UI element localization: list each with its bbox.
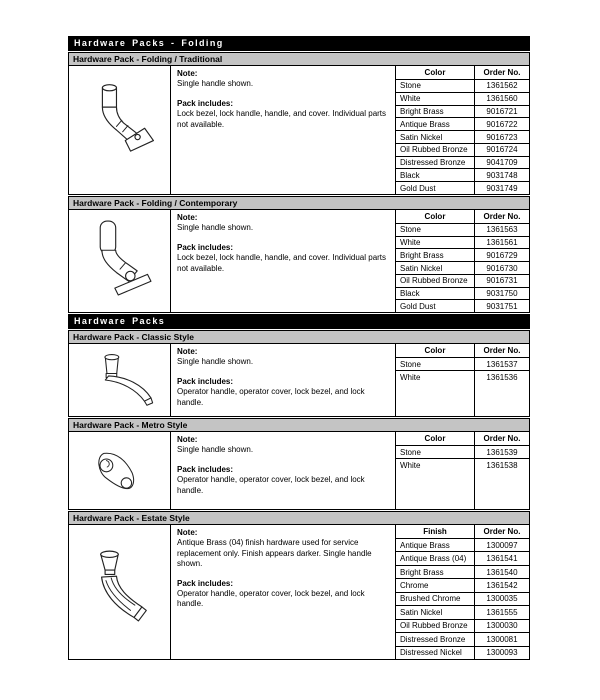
table-row bbox=[396, 566, 529, 579]
order-column-header: Order No. bbox=[474, 525, 529, 538]
color-cell: Stone bbox=[400, 81, 421, 91]
color-column-header: Color bbox=[424, 434, 446, 443]
table-row bbox=[396, 606, 529, 619]
order-cell: 1361561 bbox=[474, 237, 529, 249]
table-row bbox=[396, 593, 529, 606]
pack-includes-text: Operator handle, operator cover, lock bezel, and lock handle. bbox=[177, 588, 365, 609]
table-header-row bbox=[396, 210, 529, 224]
order-cell: 1300097 bbox=[474, 539, 529, 551]
table-row bbox=[396, 157, 529, 170]
table-row bbox=[396, 371, 529, 384]
order-cell: 1361560 bbox=[474, 93, 529, 105]
note-text: Single handle shown. bbox=[177, 223, 254, 233]
table-row bbox=[396, 539, 529, 552]
color-cell: Stone bbox=[400, 447, 421, 457]
handle-drawing-icon bbox=[80, 439, 160, 503]
table-row bbox=[396, 579, 529, 592]
order-cell: 9016721 bbox=[474, 106, 529, 118]
table-row bbox=[396, 446, 529, 459]
finish-column-header: Finish bbox=[423, 527, 447, 536]
note-cell bbox=[171, 432, 396, 509]
table-row bbox=[396, 552, 529, 565]
note-cell bbox=[171, 210, 396, 312]
section-folding-traditional bbox=[68, 52, 530, 195]
table-row bbox=[396, 237, 529, 250]
color-cell: Gold Dust bbox=[400, 301, 436, 311]
table-row bbox=[396, 93, 529, 106]
color-cell: Oil Rubbed Bronze bbox=[400, 145, 468, 155]
section-title: Hardware Pack - Folding / Traditional bbox=[69, 53, 529, 66]
order-cell: 1300030 bbox=[474, 620, 529, 632]
table-header-row bbox=[396, 66, 529, 80]
order-cell: 9016729 bbox=[474, 249, 529, 261]
content-sheet bbox=[68, 36, 530, 661]
handle-drawing-icon bbox=[77, 215, 163, 307]
section-title: Hardware Pack - Classic Style bbox=[69, 331, 529, 344]
order-cell: 1361536 bbox=[474, 371, 529, 384]
order-cell: 9016731 bbox=[474, 275, 529, 287]
color-cell: White bbox=[400, 94, 421, 104]
table-row bbox=[396, 182, 529, 194]
order-cell: 1361563 bbox=[474, 224, 529, 236]
order-cell: 9031748 bbox=[474, 169, 529, 181]
pack-includes-label: Pack includes: bbox=[177, 242, 234, 252]
order-cell: 1361540 bbox=[474, 566, 529, 578]
note-text: Single handle shown. bbox=[177, 445, 254, 455]
color-cell: Satin Nickel bbox=[400, 263, 443, 273]
group-header-folding: Hardware Packs - Folding bbox=[68, 36, 530, 51]
order-cell: 9031750 bbox=[474, 288, 529, 300]
finish-cell: Bright Brass bbox=[400, 567, 444, 577]
table-row bbox=[396, 144, 529, 157]
table-row bbox=[396, 288, 529, 301]
section-body bbox=[69, 344, 529, 416]
pack-includes-label: Pack includes: bbox=[177, 578, 234, 588]
table-body bbox=[396, 224, 529, 312]
table-header-row bbox=[396, 432, 529, 446]
table-header-row bbox=[396, 344, 529, 358]
order-cell: 1300093 bbox=[474, 647, 529, 659]
table-empty-space bbox=[396, 472, 529, 509]
color-cell: Bright Brass bbox=[400, 250, 444, 260]
table-row bbox=[396, 358, 529, 371]
order-cell: 9016724 bbox=[474, 144, 529, 156]
order-table bbox=[396, 66, 529, 194]
section-title: Hardware Pack - Metro Style bbox=[69, 419, 529, 432]
color-cell: Distressed Bronze bbox=[400, 158, 466, 168]
table-body bbox=[396, 358, 529, 384]
color-column-header: Color bbox=[424, 68, 446, 77]
color-cell: Oil Rubbed Bronze bbox=[400, 276, 468, 286]
table-header-row bbox=[396, 525, 529, 539]
finish-cell: Antique Brass bbox=[400, 540, 450, 550]
note-label: Note: bbox=[177, 435, 198, 444]
color-cell: Stone bbox=[400, 359, 421, 369]
order-cell: 9016722 bbox=[474, 118, 529, 130]
color-cell: Antique Brass bbox=[400, 119, 450, 129]
table-row bbox=[396, 80, 529, 93]
order-column-header: Order No. bbox=[474, 344, 529, 357]
handle-drawing-icon bbox=[79, 349, 161, 411]
folding-traditional-handle-illustration bbox=[69, 66, 171, 194]
metro-style-handle-illustration bbox=[69, 432, 171, 509]
color-cell: White bbox=[400, 373, 421, 382]
order-cell: 1361562 bbox=[474, 80, 529, 92]
order-cell: 9016723 bbox=[474, 131, 529, 143]
pack-includes-label: Pack includes: bbox=[177, 98, 234, 108]
classic-style-handle-illustration bbox=[69, 344, 171, 416]
order-cell: 1361537 bbox=[474, 358, 529, 370]
section-estate-style bbox=[68, 511, 530, 660]
table-row bbox=[396, 275, 529, 288]
finish-cell: Brushed Chrome bbox=[400, 594, 461, 604]
table-row bbox=[396, 106, 529, 119]
section-title: Hardware Pack - Estate Style bbox=[69, 512, 529, 525]
note-cell bbox=[171, 66, 396, 194]
section-body bbox=[69, 432, 529, 509]
section-title: Hardware Pack - Folding / Contemporary bbox=[69, 197, 529, 210]
order-cell: 9031751 bbox=[474, 300, 529, 312]
table-row bbox=[396, 647, 529, 659]
order-table bbox=[396, 210, 529, 312]
note-cell bbox=[171, 525, 396, 659]
folding-contemporary-handle-illustration bbox=[69, 210, 171, 312]
table-row bbox=[396, 118, 529, 131]
table-row bbox=[396, 131, 529, 144]
order-column-header: Order No. bbox=[474, 210, 529, 223]
order-cell: 1300035 bbox=[474, 593, 529, 605]
table-row bbox=[396, 300, 529, 312]
order-table bbox=[396, 525, 529, 659]
table-row bbox=[396, 620, 529, 633]
estate-style-handle-illustration bbox=[69, 525, 171, 659]
table-empty-space bbox=[396, 384, 529, 416]
color-cell: Stone bbox=[400, 225, 421, 235]
color-cell: Black bbox=[400, 288, 420, 298]
group-header-hardware-packs: Hardware Packs bbox=[68, 314, 530, 329]
finish-cell: Satin Nickel bbox=[400, 607, 443, 617]
order-cell: 1300081 bbox=[474, 633, 529, 645]
table-row bbox=[396, 262, 529, 275]
table-row bbox=[396, 169, 529, 182]
note-label: Note: bbox=[177, 528, 198, 537]
pack-includes-label: Pack includes: bbox=[177, 376, 234, 386]
section-body bbox=[69, 525, 529, 659]
order-cell: 1361538 bbox=[474, 459, 529, 472]
note-label: Note: bbox=[177, 213, 198, 222]
note-text: Single handle shown. bbox=[177, 357, 254, 367]
table-body bbox=[396, 539, 529, 659]
finish-cell: Distressed Bronze bbox=[400, 634, 466, 644]
order-table bbox=[396, 432, 529, 509]
note-label: Note: bbox=[177, 69, 198, 78]
order-column-header: Order No. bbox=[474, 66, 529, 79]
order-cell: 1361542 bbox=[474, 579, 529, 591]
pack-includes-text: Lock bezel, lock handle, handle, and cover. Individual parts not available. bbox=[177, 253, 387, 273]
handle-drawing-icon bbox=[76, 75, 164, 185]
finish-cell: Antique Brass (04) bbox=[400, 554, 467, 564]
order-cell: 1361555 bbox=[474, 606, 529, 618]
note-text: Antique Brass (04) finish hardware used for service replacement only. Finish appears darker. Single handle shown. bbox=[177, 538, 372, 569]
table-body bbox=[396, 446, 529, 472]
color-cell: Satin Nickel bbox=[400, 132, 443, 142]
order-cell: 1361539 bbox=[474, 446, 529, 458]
color-cell: Gold Dust bbox=[400, 183, 436, 193]
order-cell: 9016730 bbox=[474, 262, 529, 274]
table-body bbox=[396, 80, 529, 194]
table-row bbox=[396, 249, 529, 262]
table-row bbox=[396, 459, 529, 472]
note-label: Note: bbox=[177, 347, 198, 356]
color-column-header: Color bbox=[424, 346, 446, 355]
pack-includes-label: Pack includes: bbox=[177, 464, 234, 474]
section-classic-style bbox=[68, 330, 530, 417]
pack-includes-text: Lock bezel, lock handle, handle, and cover. Individual parts not available. bbox=[177, 109, 387, 129]
order-cell: 1361541 bbox=[474, 552, 529, 564]
section-metro-style bbox=[68, 418, 530, 510]
order-cell: 9031749 bbox=[474, 182, 529, 194]
finish-cell: Distressed Nickel bbox=[400, 648, 462, 658]
table-row bbox=[396, 633, 529, 646]
color-cell: Bright Brass bbox=[400, 106, 444, 116]
order-cell: 9041709 bbox=[474, 157, 529, 169]
note-text: Single handle shown. bbox=[177, 79, 254, 89]
order-column-header: Order No. bbox=[474, 432, 529, 445]
color-cell: White bbox=[400, 461, 421, 470]
handle-drawing-icon bbox=[76, 542, 164, 642]
section-body bbox=[69, 210, 529, 312]
finish-cell: Oil Rubbed Bronze bbox=[400, 621, 468, 631]
section-body bbox=[69, 66, 529, 194]
finish-cell: Chrome bbox=[400, 581, 429, 591]
color-cell: White bbox=[400, 238, 421, 248]
pack-includes-text: Operator handle, operator cover, lock bezel, and lock handle. bbox=[177, 475, 365, 495]
note-cell bbox=[171, 344, 396, 416]
table-row bbox=[396, 224, 529, 237]
order-table bbox=[396, 344, 529, 416]
pack-includes-text: Operator handle, operator cover, lock bezel, and lock handle. bbox=[177, 387, 365, 407]
section-folding-contemporary bbox=[68, 196, 530, 313]
color-column-header: Color bbox=[424, 212, 446, 221]
color-cell: Black bbox=[400, 170, 420, 180]
